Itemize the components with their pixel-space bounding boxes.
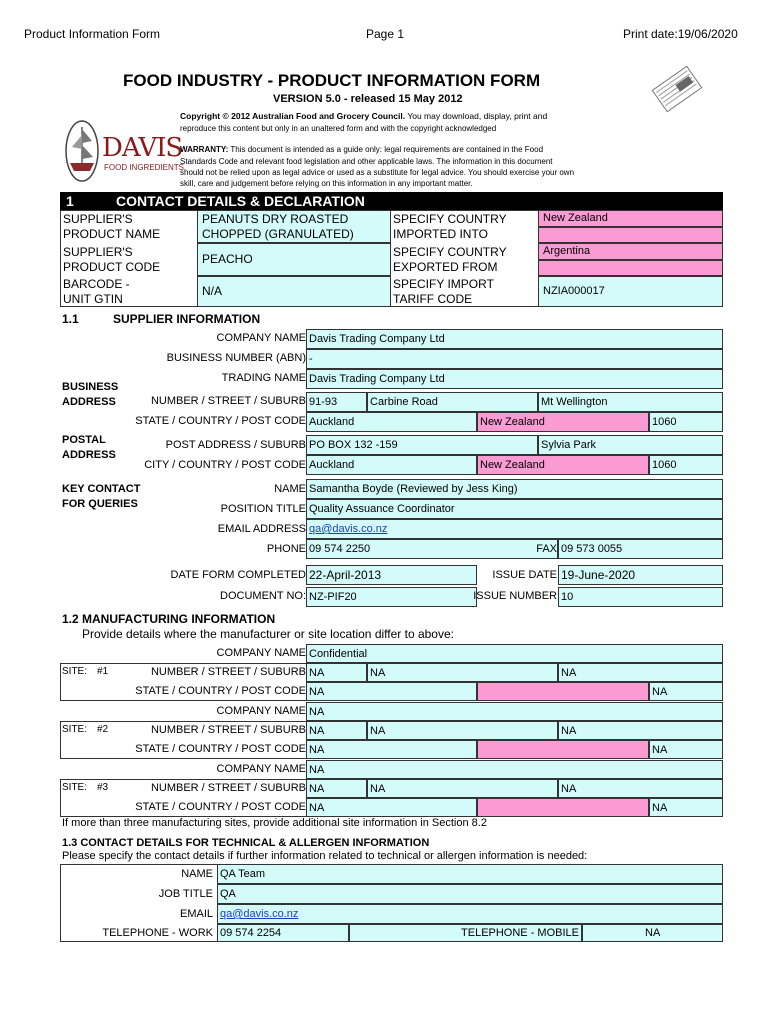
section-1-number: 1 — [66, 193, 74, 209]
city-field[interactable]: Auckland — [306, 455, 477, 475]
form-title: FOOD INDUSTRY - PRODUCT INFORMATION FORM — [123, 71, 541, 90]
afgc-logo — [648, 66, 706, 112]
country-exported-label: SPECIFY COUNTRY EXPORTED FROM — [393, 245, 507, 274]
position-title-field[interactable]: Quality Assuance Coordinator — [306, 499, 723, 519]
country-exported-field[interactable]: Argentina — [538, 243, 723, 260]
document-no-label: DOCUMENT NO: — [220, 590, 306, 602]
site-company-label: COMPANY NAME — [216, 705, 306, 717]
position-title-label: POSITION TITLE — [220, 503, 306, 515]
site-company-label: COMPANY NAME — [216, 647, 306, 659]
site-number-field[interactable]: NA — [306, 779, 367, 798]
site-number: #1 — [97, 666, 109, 677]
site-country-field[interactable] — [477, 798, 649, 817]
site-suburb-field[interactable]: NA — [558, 779, 723, 798]
fax-label: FAX — [536, 543, 557, 555]
date-completed-field[interactable]: 22-April-2013 — [306, 565, 477, 585]
site-street-field[interactable]: NA — [367, 721, 558, 740]
email-link[interactable]: qa@davis.co.nz — [309, 523, 388, 535]
contact-name-label: NAME — [274, 483, 306, 495]
s13-title: 1.3 CONTACT DETAILS FOR TECHNICAL & ALLERGEN INFORMATION — [62, 837, 430, 849]
business-address-label: BUSINESS ADDRESS — [62, 381, 119, 408]
site-post-field[interactable]: NA — [649, 682, 723, 701]
post-address-field[interactable]: PO BOX 132 -159 — [306, 435, 538, 455]
site-company-field[interactable]: Confidential — [306, 644, 723, 663]
site-number-field[interactable]: NA — [306, 663, 367, 682]
site-company-label: COMPANY NAME — [216, 763, 306, 775]
s11-title: SUPPLIER INFORMATION — [113, 312, 261, 326]
site-street-label: NUMBER / STREET / SUBURB — [150, 666, 306, 678]
city-label: CITY / COUNTRY / POST CODE — [144, 459, 306, 471]
company-name-field[interactable]: Davis Trading Company Ltd — [306, 329, 723, 349]
tech-tel-work-label: TELEPHONE - WORK — [102, 927, 213, 939]
site-state-field[interactable]: NA — [306, 682, 477, 701]
tech-name-label: NAME — [181, 868, 213, 880]
site-state-field[interactable]: NA — [306, 798, 477, 817]
copyright-line-2: reproduce this content but only in an unaltered form and with the copyright acknowledged — [180, 124, 497, 133]
site-label: SITE: — [62, 782, 88, 793]
phone-field[interactable]: 09 574 2250 — [306, 539, 558, 559]
key-contact-label: KEY CONTACT FOR QUERIES — [62, 483, 141, 510]
tech-job-field[interactable]: QA — [217, 884, 723, 904]
header-print-date: Print date:19/06/2020 — [623, 27, 738, 41]
site-state-field[interactable]: NA — [306, 740, 477, 759]
ship-icon — [62, 115, 102, 187]
abn-label: BUSINESS NUMBER (ABN) — [166, 352, 306, 364]
trading-name-label: TRADING NAME — [221, 372, 306, 384]
street-number-field[interactable]: 91-93 — [306, 392, 367, 412]
tech-name-field[interactable]: QA Team — [217, 864, 723, 884]
product-code-label: SUPPLIER'S PRODUCT CODE — [63, 245, 161, 274]
site-state-label: STATE / COUNTRY / POST CODE — [135, 743, 306, 755]
warranty-line-4: skill, care and judgement before relying on this information in any important matter. — [180, 179, 473, 188]
state-field[interactable]: Auckland — [306, 412, 477, 432]
suburb-field[interactable]: Mt Wellington — [538, 392, 723, 412]
product-code-field[interactable]: PEACHO — [197, 243, 391, 276]
copyright-text: Copyright © 2012 Australian Food and Grocery Council. You may download, display, print and — [180, 111, 548, 121]
davis-logo — [62, 115, 185, 187]
section-1-header — [60, 192, 723, 210]
issue-date-field[interactable]: 19-June-2020 — [558, 565, 723, 585]
site-post-field[interactable]: NA — [649, 740, 723, 759]
site-number-field[interactable]: NA — [306, 721, 367, 740]
s12-title: 1.2 MANUFACTURING INFORMATION — [62, 612, 276, 626]
post-address-label: POST ADDRESS / SUBURB — [165, 439, 306, 451]
form-version: VERSION 5.0 - released 15 May 2012 — [273, 93, 463, 105]
warranty-line-2: Standards Code and relevant food legislation and other applicable laws. The information in this document — [180, 157, 553, 166]
logo-subtitle: FOOD INGREDIENTS — [104, 163, 185, 172]
warranty-line-1: WARRANTY: This document is intended as a guide only: legal requirements are contained in the Food — [180, 145, 544, 154]
post-code-field[interactable]: 1060 — [649, 412, 723, 432]
issue-number-label: ISSUE NUMBER — [473, 590, 557, 602]
site-country-field[interactable] — [477, 740, 649, 759]
tech-tel-mobile-label: TELEPHONE - MOBILE — [349, 924, 582, 942]
site-state-label: STATE / COUNTRY / POST CODE — [135, 801, 306, 813]
site-street-label: NUMBER / STREET / SUBURB — [150, 782, 306, 794]
s13-subtitle: Please specify the contact details if further information related to technical or allergen information is needed: — [62, 850, 588, 862]
tariff-code-label: SPECIFY IMPORT TARIFF CODE — [393, 277, 494, 306]
postal-address-label: POSTAL ADDRESS — [62, 434, 116, 461]
date-completed-label: DATE FORM COMPLETED — [170, 569, 306, 581]
site-post-field[interactable]: NA — [649, 798, 723, 817]
tech-email-field[interactable] — [217, 904, 723, 924]
site-label: SITE: — [62, 666, 88, 677]
site-number: #2 — [97, 724, 109, 735]
country-field[interactable]: New Zealand — [477, 412, 649, 432]
site-street-field[interactable]: NA — [367, 779, 558, 798]
fax-field[interactable]: 09 573 0055 — [558, 539, 723, 559]
s12-subtitle: Provide details where the manufacturer or site location differ to above: — [82, 627, 454, 641]
tech-email-label: EMAIL — [179, 908, 213, 920]
product-name-label: SUPPLIER'S PRODUCT NAME — [63, 212, 161, 241]
site-country-field[interactable] — [477, 682, 649, 701]
trading-name-field[interactable]: Davis Trading Company Ltd — [306, 369, 723, 389]
section-1-title: CONTACT DETAILS & DECLARATION — [116, 193, 365, 209]
tech-email-link[interactable]: qa@davis.co.nz — [220, 908, 299, 920]
city-post-code-field[interactable]: 1060 — [649, 455, 723, 475]
abn-field[interactable]: - — [306, 349, 723, 369]
site-street-field[interactable]: NA — [367, 663, 558, 682]
issue-date-label: ISSUE DATE — [492, 569, 557, 581]
street-field[interactable]: Carbine Road — [367, 392, 538, 412]
site-number: #3 — [97, 782, 109, 793]
barcode-label: BARCODE - UNIT GTIN — [63, 277, 130, 306]
tech-job-label: JOB TITLE — [158, 888, 213, 900]
tech-tel-mobile-field[interactable]: NA — [582, 924, 723, 942]
site-state-label: STATE / COUNTRY / POST CODE — [135, 685, 306, 697]
warranty-line-3: should not be relied upon as legal advice or used as a substitute for legal advice. You should exercise your own — [180, 168, 575, 177]
country-imported-label: SPECIFY COUNTRY IMPORTED INTO — [393, 212, 507, 241]
issue-number-field[interactable]: 10 — [558, 587, 723, 607]
document-no-field[interactable]: NZ-PIF20 — [306, 587, 477, 607]
tariff-code-field[interactable]: NZIA000017 — [538, 276, 723, 307]
state-label: STATE / COUNTRY / POST CODE — [135, 415, 306, 427]
street-label: NUMBER / STREET / SUBURB — [150, 395, 306, 407]
site-suburb-field[interactable]: NA — [558, 721, 723, 740]
s11-number: 1.1 — [62, 312, 79, 326]
company-name-label: COMPANY NAME — [216, 332, 306, 344]
header-form-name: Product Information Form — [24, 27, 161, 41]
country-imported-field-2[interactable] — [538, 227, 723, 243]
logo-brand: DAVIS — [102, 133, 183, 163]
email-address-field[interactable] — [306, 519, 723, 539]
tech-tel-work-field[interactable]: 09 574 2254 — [217, 924, 349, 942]
contact-name-field[interactable]: Samantha Boyde (Reviewed by Jess King) — [306, 479, 723, 499]
s12-footnote: If more than three manufacturing sites, provide additional site information in Section 8.2 — [62, 817, 487, 829]
post-suburb-field[interactable]: Sylvia Park — [538, 435, 723, 455]
barcode-field[interactable]: N/A — [197, 276, 391, 307]
country-exported-field-2[interactable] — [538, 260, 723, 276]
product-name-field[interactable]: PEANUTS DRY ROASTED CHOPPED (GRANULATED) — [197, 210, 391, 243]
header-page-number: Page 1 — [366, 27, 405, 41]
site-label: SITE: — [62, 724, 88, 735]
email-address-label: EMAIL ADDRESS — [217, 523, 306, 535]
city-country-field[interactable]: New Zealand — [477, 455, 649, 475]
phone-label: PHONE — [266, 543, 306, 555]
site-suburb-field[interactable]: NA — [558, 663, 723, 682]
site-company-field[interactable]: NA — [306, 760, 723, 779]
site-company-field[interactable]: NA — [306, 702, 723, 721]
country-imported-field[interactable]: New Zealand — [538, 210, 723, 227]
site-street-label: NUMBER / STREET / SUBURB — [150, 724, 306, 736]
